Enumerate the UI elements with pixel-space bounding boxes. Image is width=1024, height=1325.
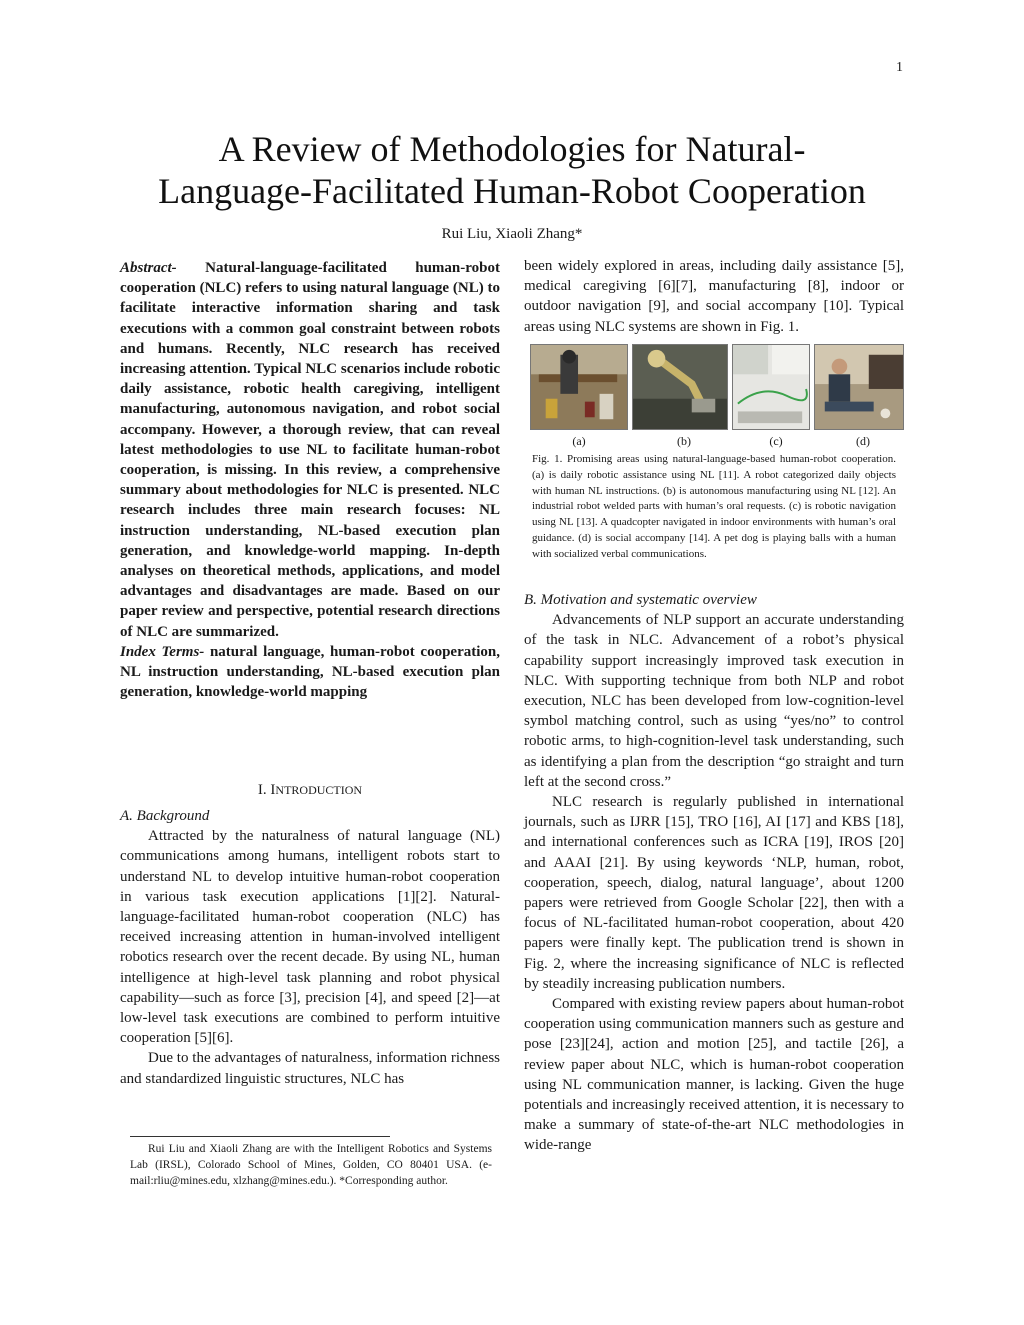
- figure-image-a: [530, 344, 628, 430]
- subsection-background: A. Background: [120, 808, 210, 824]
- index-terms-label: Index Terms-: [120, 643, 205, 660]
- title-line-1: A Review of Methodologies for Natural-: [218, 129, 806, 169]
- figure-label-d: (d): [856, 434, 870, 448]
- figure-1-images: [530, 344, 904, 430]
- footnote: [130, 1141, 492, 1189]
- motivation-paragraph-3: Compared with existing review papers about human-robot cooperation using communication manners such as gesture and pose [23][24], action and motion [25], and tactile [26], a review paper about NLC, which is human-robot cooperation using NL communication manner, is lacking. Given the huge potentials and increasingly received attention, it is necessary to make a summary of state-of-the-art NLC methodologies in wide-range: [524, 996, 904, 1154]
- footnote-text: Rui Liu and Xiaoli Zhang are with the Intelligent Robotics and Systems Lab (IRSL), Colorado School of Mines, Golden, CO 80401 USA. (e-mail:rliu@mines.edu, xlzhang@mines.edu.). *Corresponding author.: [130, 1143, 492, 1187]
- figure-1-caption: Fig. 1. Promising areas using natural-language-based human-robot cooperation. (a) is daily robotic assistance using NL [11]. A robot categorized daily objects with human NL instructions. (b) is autonomous manufacturing using NL [12]. An industrial robot welded parts with human’s oral requests. (c) is robotic navigation using NL [13]. A quadcopter navigated in indoor environments with human’s oral guidance. (d) is social accompany [14]. A pet dog is playing balls with a human with socialized verbal communications.: [532, 453, 896, 560]
- section-rest: NTRODUCTION: [275, 783, 363, 797]
- motivation-section: [524, 590, 904, 1156]
- background-paragraph-1: Attracted by the naturalness of natural language (NL) communications among humans, intelligent robots start to understand NL to develop intuitive human-robot cooperation in various task execution applications [1][2]. Natural-language-facilitated human-robot cooperation (NLC) has received increasing attention in human-involved intelligent robotics research over the recent decade. By using NL, human intelligence at high-level task planning and robot physical capability—such as force [3], precision [4], and speed [2]—at low-level task executions are combined to perform intuitive cooperation [5][6].: [120, 828, 500, 1047]
- section-heading-introduction: [120, 782, 500, 799]
- figure-image-b: [632, 344, 728, 430]
- page-number: 1: [896, 60, 903, 75]
- section-first-letter: I: [270, 782, 276, 798]
- right-paragraph-1-text: been widely explored in areas, including daily assistance [5], medical caregiving [6][7], manufacturing [8], indoor or outdoor navigation [9], and social accompany [10]. Typical areas using NLC systems are shown in Fig. 1.: [524, 258, 904, 335]
- motivation-paragraph-2: NLC research is regularly published in international journals, such as IJRR [15], TRO [16], AI [17] and KBS [18], and international conferences such as ICRA [19], IROS [20] and AAAI [21]. By using keywords ‘NLP, human, robot, cooperation, speech, dialog, natural language’, about 1200 papers were retrieved from Google Scholar [22], then with a focus of NL-facilitated human-robot cooperation, about 420 papers were finally kept. The publication trend is shown in Fig. 2, where the increasing significance of NLC is reflected by steadily increasing publication numbers.: [524, 794, 904, 992]
- figure-image-d: [814, 344, 904, 430]
- paper-title: [100, 128, 924, 212]
- title-line-2: Language-Facilitated Human-Robot Cooperation: [158, 171, 866, 211]
- abstract-label: Abstract-: [120, 260, 177, 276]
- background-section: [120, 806, 500, 1089]
- index-terms-text: natural language, human-robot cooperation, NL instruction understanding, NL-based execution plan generation, knowledge-world mapping: [120, 643, 500, 701]
- authors: Rui Liu, Xiaoli Zhang*: [441, 226, 583, 242]
- section-roman: I.: [257, 782, 271, 798]
- abstract: [120, 258, 500, 702]
- motivation-paragraph-1: Advancements of NLP support an accurate understanding of the task in NLC. Advancement of a robot’s physical capability support increasingly improved task execution in NLC. With supporting technique from both NLP and robot execution, NLC has been developed from low-cognition-level symbol matching control, such as using “yes/no” to control robotic arms, to high-cognition-level task understanding, such as identifying a plan from the description “go straight and turn left at the second cross.”: [524, 612, 904, 790]
- arxiv-identifier: [22, 395, 70, 775]
- abstract-text: Natural-language-facilitated human-robot cooperation (NLC) refers to using natural language (NL) to facilitate interactive information sharing and task executions with a common goal constraint between robots and humans. Recently, NLC research has received increasing attention. Typical NLC scenarios include robotic daily assistance, robotic health caregiving, intelligent manufacturing, autonomous navigation, and robot social accompany. However, a thorough review, that can reveal latest methodologies to use NL to facilitate human-robot cooperation, is missing. In this review, a comprehensive summary about methodologies for NLC is presented. NLC research includes three main research focuses: NL instruction understanding, NL-based execution plan generation, and knowledge-world mapping. In-depth analyses on theoretical methods, applications, and model advantages and disadvantages are made. Based on our paper review and perspective, potential research directions of NLC are summarized.: [120, 260, 500, 640]
- figure-image-c: [732, 344, 810, 430]
- figure-label-c: (c): [769, 434, 783, 448]
- figure-label-a: (a): [572, 434, 586, 448]
- right-paragraph-1: [524, 256, 904, 337]
- subsection-motivation: B. Motivation and systematic overview: [524, 592, 757, 608]
- figure-label-b: (b): [677, 434, 691, 448]
- background-paragraph-2: Due to the advantages of naturalness, information richness and standardized linguistic structures, NLC has: [120, 1050, 500, 1087]
- footnote-rule: [130, 1136, 390, 1137]
